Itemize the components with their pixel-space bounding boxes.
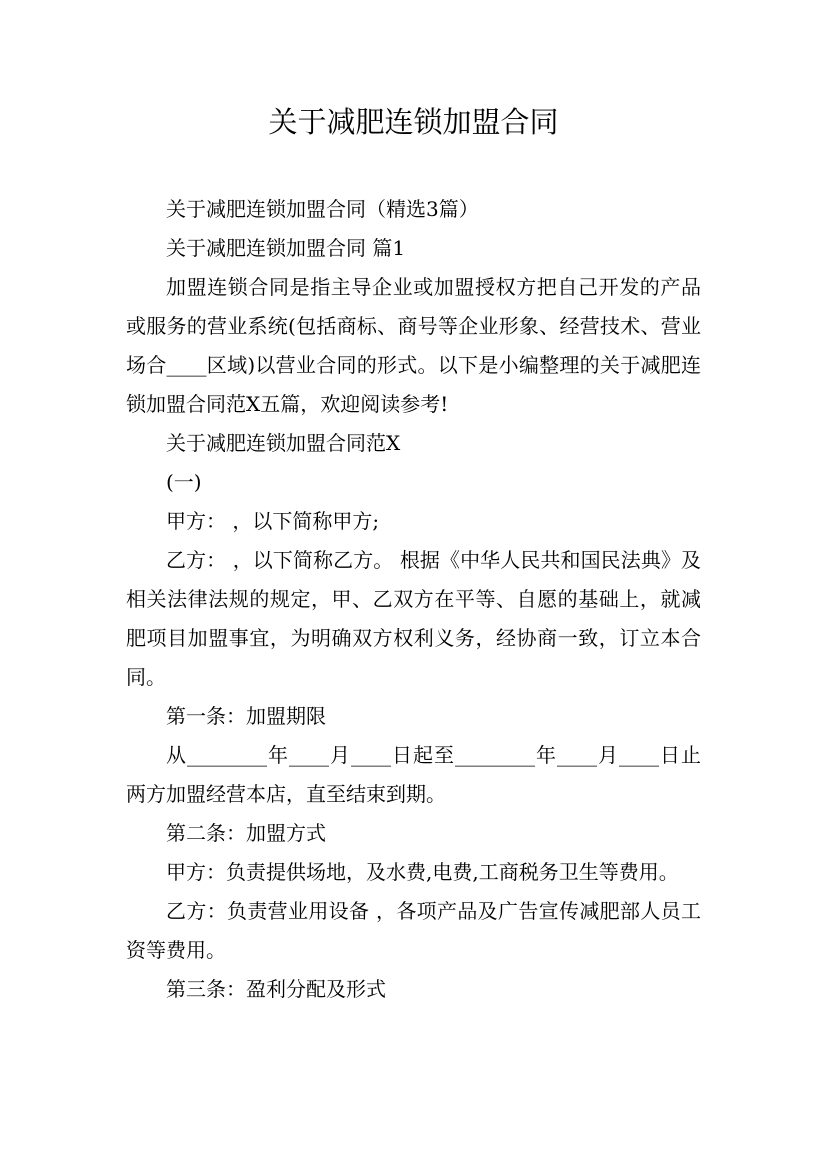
paragraph-subtitle: 关于减肥连锁加盟合同（精选3篇） xyxy=(166,197,479,221)
document-title: 关于减肥连锁加盟合同 xyxy=(268,105,559,139)
paragraph-article-2-heading: 第二条：加盟方式 xyxy=(166,821,326,845)
paragraph-part-number: (一) xyxy=(166,470,202,494)
paragraph-party-b: 乙方： ，以下简称乙方。 根据《中华人民共和国民法典》及相关法律法规的规定，甲、乙双方在平等、自愿的基础上，就减肥项目加盟事宜，为明确双方权利义务，经协商一致，订立本合同。 xyxy=(126,548,701,689)
paragraph-article-1-term: 从________年____月____日起至________年____月____日止两方加盟经营本店，直至结束到期。 xyxy=(126,743,701,806)
paragraph-intro: 加盟连锁合同是指主导企业或加盟授权方把自己开发的产品或服务的营业系统(包括商标、商号等企业形象、经营技术、营业场合____区域)以营业合同的形式。以下是小编整理的关于减肥连锁加盟合同范X五篇，欢迎阅读参考! xyxy=(126,275,701,416)
paragraph-section-heading: 关于减肥连锁加盟合同 篇1 xyxy=(166,236,406,260)
paragraph-party-a: 甲方： ，以下简称甲方; xyxy=(166,509,380,533)
paragraph-contract-heading: 关于减肥连锁加盟合同范X xyxy=(166,431,401,455)
paragraph-article-3-heading: 第三条：盈利分配及形式 xyxy=(166,977,386,1001)
paragraph-article-2-party-b: 乙方：负责营业用设备 ，各项产品及广告宣传减肥部人员工资等费用。 xyxy=(126,899,701,962)
paragraph-article-1-heading: 第一条：加盟期限 xyxy=(166,704,326,728)
paragraph-article-2-party-a: 甲方：负责提供场地，及水费,电费,工商税务卫生等费用。 xyxy=(166,860,679,884)
document-body xyxy=(126,190,701,1009)
